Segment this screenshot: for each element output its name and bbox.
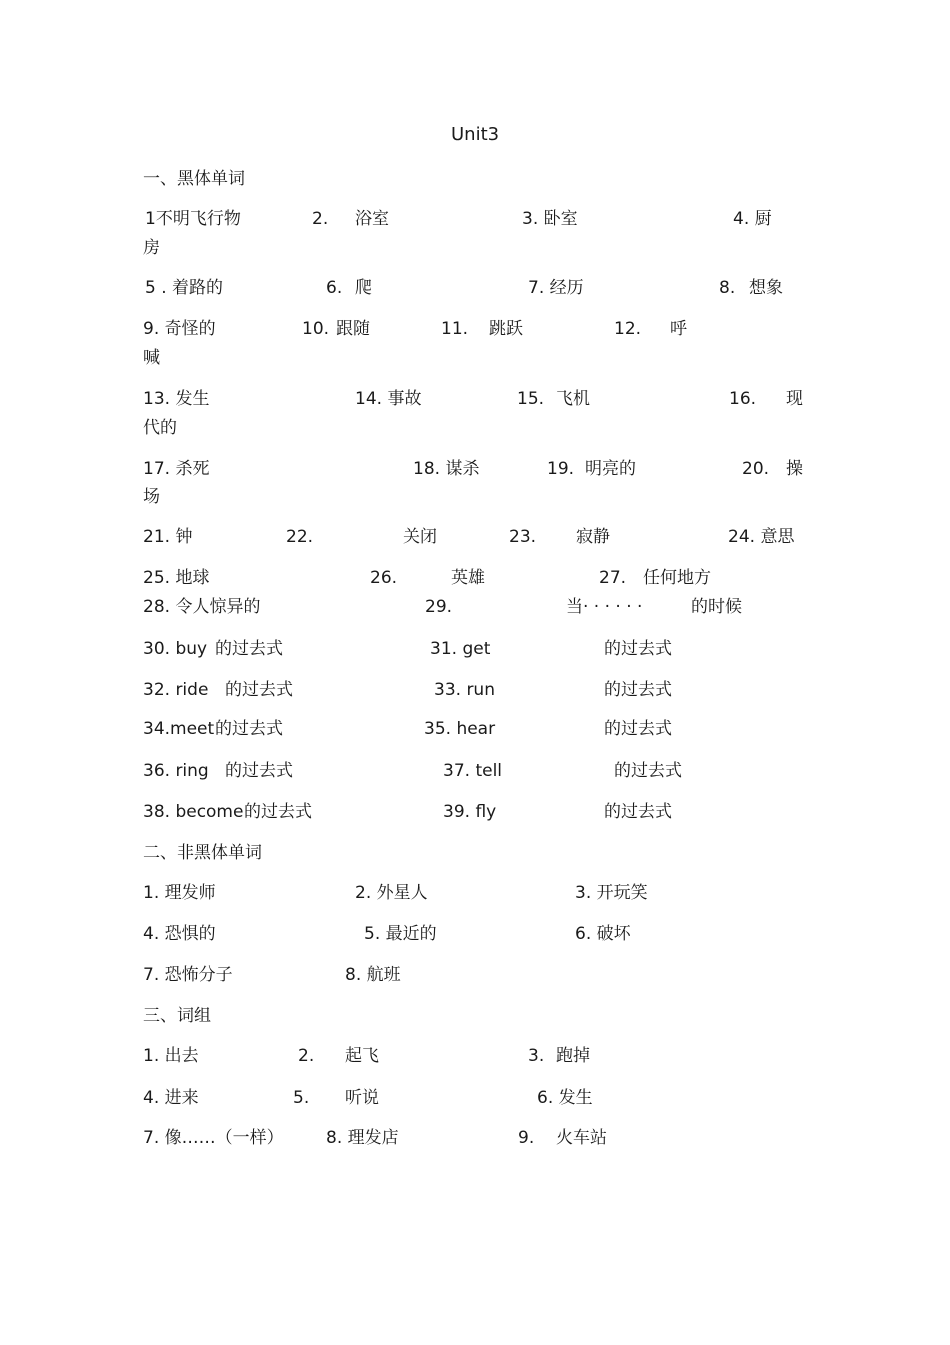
word-item: 场 — [143, 487, 160, 507]
word-item: 飞机 — [556, 389, 590, 409]
word-item: 想象 — [749, 278, 783, 298]
word-item: 30. buy — [143, 639, 208, 659]
word-item: 3. 卧室 — [522, 209, 578, 229]
phrase-item: 跑掉 — [556, 1046, 590, 1066]
word-item: 37. tell — [443, 761, 503, 781]
word-item: 34.meet — [143, 719, 215, 739]
word-item: 跳跃 — [489, 319, 523, 339]
word-item: 38. become — [143, 802, 244, 822]
word-item: 7. 恐怖分子 — [143, 965, 233, 985]
word-item: 的时候 — [691, 597, 742, 617]
phrase-item: 5. — [293, 1088, 310, 1108]
word-item: 21. 钟 — [143, 527, 193, 547]
word-item: 8. 航班 — [345, 965, 401, 985]
word-item: 明亮的 — [585, 459, 636, 479]
word-item: 浴室 — [355, 209, 389, 229]
word-item: 2. 外星人 — [355, 883, 428, 903]
phrase-item: 9. — [518, 1128, 535, 1148]
word-item: 23. — [509, 527, 537, 547]
word-item: 26. — [370, 568, 398, 588]
word-item: 当· · · · · · — [566, 597, 643, 617]
word-item: 4. 恐惧的 — [143, 924, 216, 944]
word-item: 32. ride — [143, 680, 209, 700]
word-item: 29. — [425, 597, 453, 617]
word-item: 11. — [441, 319, 469, 339]
word-item: 的过去式 — [604, 719, 672, 739]
section-heading: 三、词组 — [143, 1006, 211, 1026]
word-item: 19. — [547, 459, 575, 479]
word-item: 36. ring — [143, 761, 209, 781]
word-item: 关闭 — [403, 527, 437, 547]
word-item: 13. 发生 — [143, 389, 210, 409]
word-item: 5. 最近的 — [364, 924, 437, 944]
phrase-item: 3. — [528, 1046, 545, 1066]
word-item: 6. — [326, 278, 343, 298]
word-item: 6. 破坏 — [575, 924, 631, 944]
word-item: 14. 事故 — [355, 389, 422, 409]
word-item: 代的 — [143, 418, 177, 438]
word-item: 7. 经历 — [528, 278, 584, 298]
word-item: 的过去式 — [215, 719, 283, 739]
phrase-item: 4. 进来 — [143, 1088, 199, 1108]
phrase-item: 7. 像……（一样） — [143, 1128, 284, 1148]
word-item: 5 . 着路的 — [145, 278, 224, 298]
word-item: 的过去式 — [225, 761, 293, 781]
word-item: 16. — [729, 389, 757, 409]
phrase-item: 1. 出去 — [143, 1046, 199, 1066]
word-item: 任何地方 — [643, 568, 711, 588]
phrase-item: 起飞 — [345, 1046, 379, 1066]
word-item: 的过去式 — [215, 639, 283, 659]
word-item: 的过去式 — [604, 639, 672, 659]
word-item: 24. 意思 — [728, 527, 795, 547]
word-item: 1不明飞行物 — [145, 209, 241, 229]
word-item: 3. 开玩笑 — [575, 883, 648, 903]
word-item: 12. — [614, 319, 642, 339]
word-item: 呼 — [670, 319, 687, 339]
word-item: 寂静 — [576, 527, 610, 547]
word-item: 操 — [786, 459, 803, 479]
word-item: 27. — [599, 568, 627, 588]
word-item: 15. — [517, 389, 545, 409]
word-item: 4. 厨 — [733, 209, 772, 229]
word-item: 爬 — [355, 278, 372, 298]
page-title: Unit3 — [451, 124, 500, 145]
word-item: 的过去式 — [225, 680, 293, 700]
section-heading: 一、黑体单词 — [143, 169, 245, 189]
word-item: 的过去式 — [604, 802, 672, 822]
word-item: 20. — [742, 459, 770, 479]
word-item: 35. hear — [424, 719, 496, 739]
word-item: 的过去式 — [614, 761, 682, 781]
word-item: 39. fly — [443, 802, 497, 822]
word-item: 的过去式 — [244, 802, 312, 822]
word-item: 的过去式 — [604, 680, 672, 700]
word-item: 2. — [312, 209, 329, 229]
word-item: 8. — [719, 278, 736, 298]
word-item: 17. 杀死 — [143, 459, 210, 479]
word-item: 房 — [143, 238, 160, 258]
word-item: 英雄 — [451, 568, 485, 588]
word-item: 9. 奇怪的 — [143, 319, 216, 339]
word-item: 22. — [286, 527, 314, 547]
phrase-item: 2. — [298, 1046, 315, 1066]
word-item: 25. 地球 — [143, 568, 210, 588]
phrase-item: 火车站 — [556, 1128, 607, 1148]
section-heading: 二、非黑体单词 — [143, 843, 262, 863]
word-item: 1. 理发师 — [143, 883, 216, 903]
phrase-item: 6. 发生 — [537, 1088, 593, 1108]
word-item: 33. run — [434, 680, 495, 700]
word-item: 18. 谋杀 — [413, 459, 480, 479]
word-item: 10. — [302, 319, 330, 339]
word-item: 现 — [786, 389, 803, 409]
word-item: 31. get — [430, 639, 491, 659]
word-item: 跟随 — [336, 319, 370, 339]
word-item: 28. 令人惊异的 — [143, 597, 261, 617]
word-item: 喊 — [143, 348, 160, 368]
phrase-item: 8. 理发店 — [326, 1128, 399, 1148]
phrase-item: 听说 — [345, 1088, 379, 1108]
